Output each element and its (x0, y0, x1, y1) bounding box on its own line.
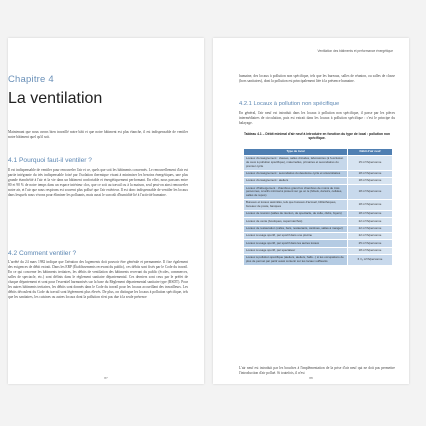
table-row (244, 210, 393, 217)
table-caption: Tableau 4.1 – Débit minimal d'air neuf à introduire en fonction du type de local : pollution non spécifique. (244, 132, 390, 141)
table-row (244, 247, 393, 254)
table-header-debit: Débit d'air neuf (348, 149, 393, 156)
table-row (244, 255, 393, 266)
table-cell-type: Bureaux et locaux assimilés, tels que bureaux d'accueil, bibliothèques, bureaux de poste, banques (244, 199, 348, 210)
table-cell-debit: 18 m³/h/personne (348, 170, 393, 177)
left-page (8, 38, 204, 384)
running-header: Ventilation des bâtiments et performance énergétique (317, 49, 393, 53)
section-heading-4-2: 4.2 Comment ventiler ? (8, 250, 77, 257)
section-4-1-paragraph: Il est indispensable de ventiler pour renouveler l'air et ce, quels que soit les bâtiments concernés. Le renouvellement d'air est partie intégrante du très indispensable foisé par l'isolation thermique visant à minimiser les besoins énergétiques, une plus grande étanchéité à l'air et la vie dans un bâtiment confortable et énergétiquement performant. En effet, nous passons entre 80 et 90 % de notre temps dans un espace intérieur clos, que ce soit au travail ou à la maison, seul peut-on ainsi renouveler notre air, et l'air que nous respirons est souvent plus pollué que l'air extérieur. Il est donc indispensable de ventiler les locaux dans lesquels nous vivons pour éliminer les polluants, mais aussi le surcoût d'humidité lié à l'activité humaine. (8, 168, 188, 197)
section-heading-4-1: 4.1 Pourquoi faut-il ventiler ? (8, 157, 92, 164)
right-page (213, 38, 409, 384)
table-cell-type: Locaux de réunion (salles de réunion, de spectacle, de culte, clubs, foyers) (244, 210, 348, 217)
chapter-kicker: Chapitre 4 (8, 74, 54, 85)
right-page-number: 88 (309, 376, 313, 380)
table-cell-debit: 18 m³/h/personne (348, 177, 393, 184)
table-row (244, 240, 393, 247)
table-cell-debit: 22 m³/h/personne (348, 225, 393, 232)
table-row (244, 225, 393, 232)
subsection-paragraph: En général, l'air neuf est introduit dans les locaux à pollution non spécifique, il passe par les pièces intermédiaires de circulation, puis est extrait dans les locaux à pollution spécifique : c'est le principe du balayage. (239, 111, 395, 125)
table-cell-type: Locaux à usage sportif, par sportif dans les autres locaux (244, 240, 348, 247)
table-cell-debit: 22 m³/h/personne (348, 232, 393, 239)
table-cell-debit: 6 ¹/₂ m³/h/personne (348, 255, 393, 266)
ventilation-table (243, 148, 393, 266)
table-row (244, 218, 393, 225)
table-cell-type: Locaux à pollution spécifique (ateliers, ateliers, halls...) si les occupations de plus de permet par partir aussi contenir sur les locaux suffisants (244, 255, 348, 266)
table-cell-type: Locaux à usage sportif, par spectateur (244, 247, 348, 254)
right-bottom-paragraph: L'air neuf est introduit par les bouches à l'implémentation de la prise d'air neuf qui ne doit pas permettre l'introduction d'air pollué. Si toutefois, il n'est (239, 366, 395, 375)
table-row (244, 155, 393, 170)
table-cell-debit: 18 m³/h/personne (348, 210, 393, 217)
table-cell-type: Locaux d'enseignement : classes, salles d'études, laboratoires (à l'exclusion de ceux à pollution spécifique), maternelles, primaires et secondaires du premier cycle (244, 155, 348, 170)
chapter-title: La ventilation (8, 90, 103, 107)
section-4-2-paragraph: L'arrêté du 24 mars 1982 indique que l'aération des logements doit pouvoir être générale et permanente. Il fixe également des exigences de débit extrait. Dans les ERP (Établissements recevant du public), ces débits sont fixés par le Code du travail. En ce qui concerne les bâtiments tertiaires, les débits de ventilation des bâtiments recevant du public (écoles, commerces, salles de spectacle, etc.) sont définis dans le règlement sanitaire départemental. Ces derniers sont ceux par le préfet de chaque département et sont pour l'essentiel harmonisés sur la base du Règlement départemental sanitaire type (RSDT). Pour les autres bâtiments tertiaires, les débits sont donnés dans le Code du travail pour les locaux accueillant des travailleurs. Les débits découlent du Code du travail sont légèrement plus élevés. De plus, on distingue les locaux à pollution spécifique, tels que les sanitaires, les cuisines ou autres locaux dont la pollution n'est pas due à la seule présence (8, 260, 188, 299)
table-row (244, 199, 393, 210)
table-cell-debit: 18 m³/h/personne (348, 199, 393, 210)
table-cell-type: Locaux d'enseignement : secondaires du deuxième cycle et universitaires (244, 170, 348, 177)
table-cell-type: Locaux d'hébergement : chambres grand lux chambres de moins de trois personnes, à tarifs minimal à présent sur ge on le (hôtels, dortoirs, cellules, salles de repos) (244, 185, 348, 200)
table-cell-debit: 18 m³/h/personne (348, 247, 393, 254)
left-page-number: 87 (104, 376, 108, 380)
table-cell-debit: 18 m³/h/personne (348, 185, 393, 200)
table-row (244, 232, 393, 239)
table-row (244, 170, 393, 177)
table-cell-type: Locaux à usage sportif, par sportif dans une piscine (244, 232, 348, 239)
table-cell-type: Locaux de vente (boutiques, supermarchés) (244, 218, 348, 225)
table-cell-type: Locaux de restauration (cafés, bars, restaurants, cantines, salles à manger) (244, 225, 348, 232)
intro-paragraph: Maintenant que nous avons bien travaillé notre bâti et que notre bâtiment est plus étanche, il est indispensable de ventiler notre bâtiment quel qu'il soit. (8, 130, 188, 139)
right-top-paragraph: humaine, des locaux à pollution non spécifique, tels que les bureaux, salles de réunion, ou salles de classe (hors sanitaires), dont la pollution est principalement liée à la présence humaine. (239, 74, 395, 83)
table-cell-type: Locaux d'enseignement : ateliers (244, 177, 348, 184)
table-cell-debit: 25 m³/h/personne (348, 240, 393, 247)
subsection-heading-4-2-1: 4.2.1 Locaux à pollution non spécifique (239, 101, 340, 107)
table-header-type: Type de local (244, 149, 348, 156)
table-row (244, 185, 393, 200)
table-cell-debit: 22 m³/h/personne (348, 218, 393, 225)
table-row (244, 177, 393, 184)
table-cell-debit: 15 m³/h/personne (348, 155, 393, 170)
